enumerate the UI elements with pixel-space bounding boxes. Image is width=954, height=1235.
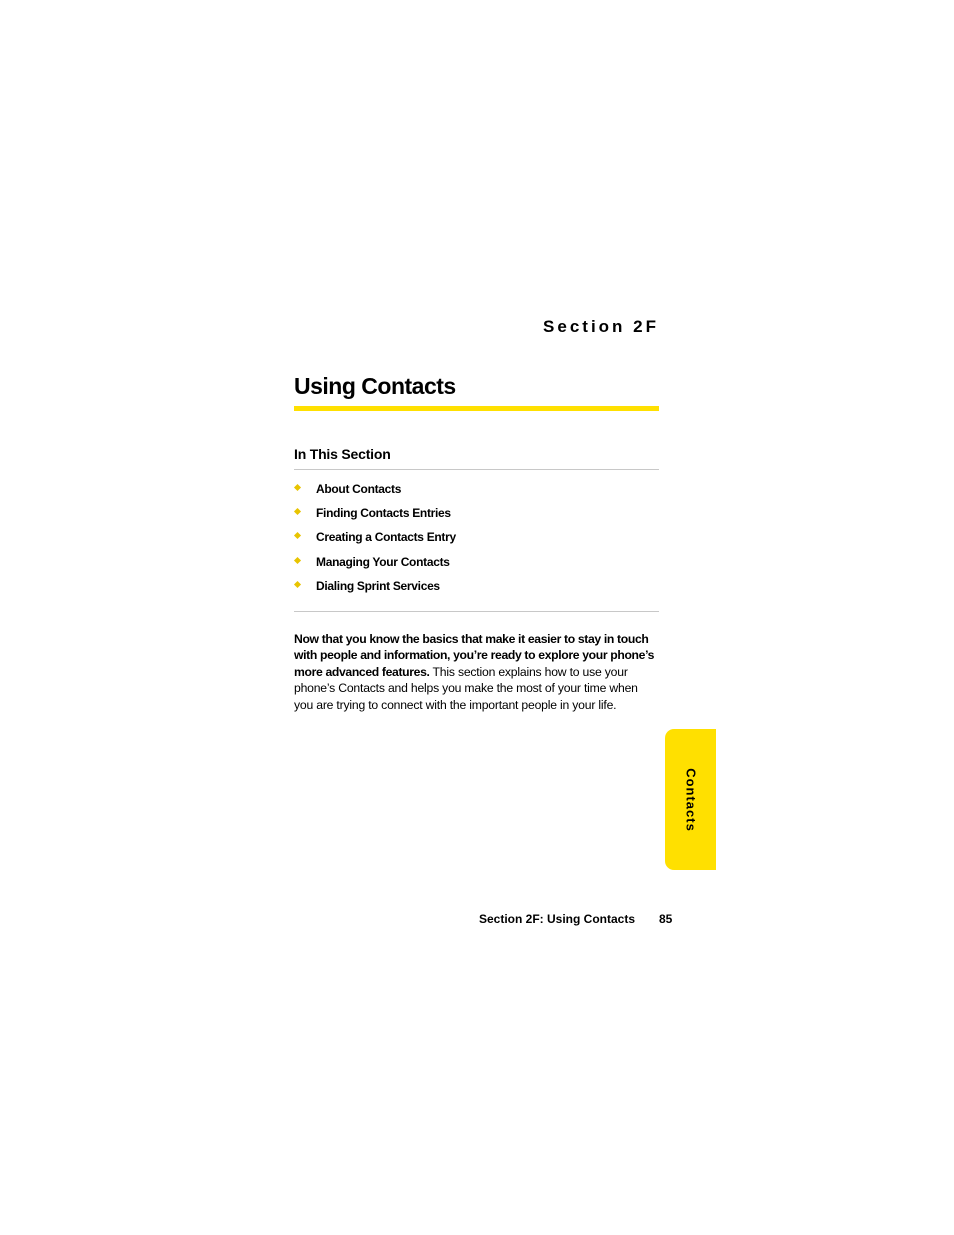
list-item[interactable] (294, 504, 659, 528)
section-divider-bottom (294, 611, 659, 612)
side-tab[interactable] (665, 729, 716, 870)
list-item-label: Managing Your Contacts (316, 554, 450, 569)
diamond-bullet-icon (294, 508, 301, 515)
list-item-label: Dialing Sprint Services (316, 578, 440, 593)
list-item[interactable] (294, 528, 659, 552)
section-divider-top (294, 469, 659, 470)
intro-regular-text: This section explains how to use your phone’s Contacts and helps you make the most of your time when you are trying to connect with the important people in your life. (294, 664, 638, 712)
list-item-label: Creating a Contacts Entry (316, 530, 456, 545)
section-label: Section 2F (543, 317, 659, 336)
diamond-bullet-icon (294, 532, 301, 539)
footer-page-number: 85 (659, 912, 673, 926)
diamond-bullet-icon (294, 484, 301, 491)
page-title: Using Contacts (294, 373, 456, 399)
side-tab-label: Contacts (683, 767, 698, 832)
list-item[interactable] (294, 577, 659, 601)
in-this-section-heading: In This Section (294, 446, 391, 462)
list-item[interactable] (294, 480, 659, 504)
diamond-bullet-icon (294, 557, 301, 564)
list-item[interactable] (294, 553, 659, 577)
diamond-bullet-icon (294, 581, 301, 588)
title-underline (294, 406, 659, 411)
list-item-label: About Contacts (316, 482, 402, 496)
footer-section-title: Section 2F: Using Contacts (479, 912, 636, 926)
in-this-section-list (294, 480, 659, 601)
list-item-label: Finding Contacts Entries (316, 506, 451, 521)
intro-bold-text: Now that you know the basics that make it easier to stay in touch with people and information, you’re ready to explore your phone’s more advanced features. (294, 632, 655, 679)
intro-paragraph (294, 631, 659, 713)
